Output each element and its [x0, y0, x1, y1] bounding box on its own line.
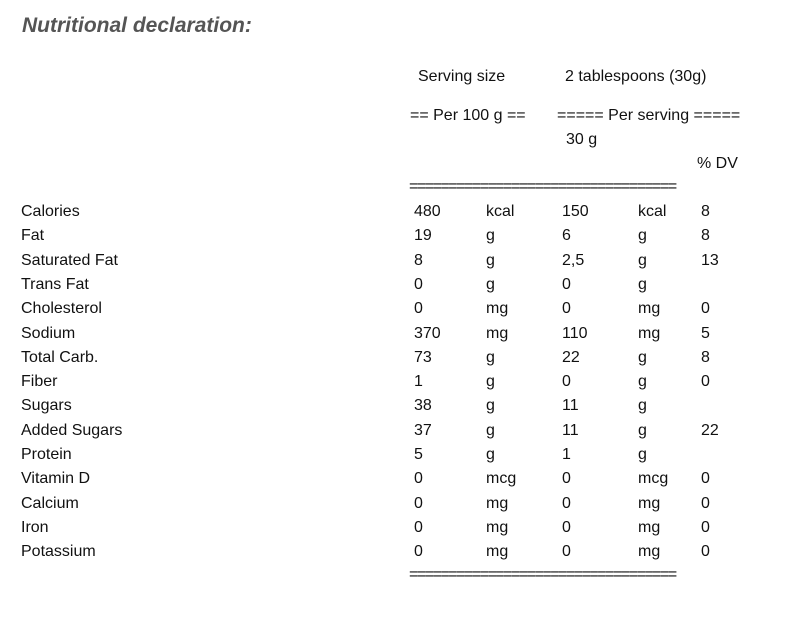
page-title: Nutritional declaration: — [22, 14, 252, 37]
per-serving-value: 0 — [562, 518, 571, 536]
nutrient-name: Cholesterol — [21, 300, 102, 318]
per-100g-value: 1 — [414, 373, 423, 391]
per-100g-unit: g — [486, 397, 495, 415]
per-100g-value: 19 — [414, 227, 432, 245]
per-100g-value: 0 — [414, 300, 423, 318]
per-100g-unit: mg — [486, 494, 509, 512]
percent-dv-value: 22 — [701, 421, 719, 439]
per-serving-value: 11 — [562, 397, 579, 415]
per-100g-value: 370 — [414, 324, 441, 342]
per-100g-value: 37 — [414, 421, 432, 439]
table-row — [0, 446, 794, 470]
per-100g-unit: mg — [486, 300, 509, 318]
per-100g-value: 5 — [414, 446, 423, 463]
per-100g-unit: g — [486, 421, 495, 439]
per-serving-value: 2,5 — [562, 251, 585, 269]
per-serving-unit: mg — [638, 518, 661, 536]
per-serving-value: 0 — [562, 470, 571, 488]
per-serving-unit: g — [638, 397, 647, 415]
per-serving-unit: mg — [638, 324, 661, 342]
per-serving-unit: g — [638, 227, 647, 245]
per-serving-unit: mcg — [638, 470, 669, 488]
serving-size-label: Serving size — [418, 68, 506, 85]
percent-dv-value: 5 — [701, 324, 710, 342]
table-row — [0, 203, 794, 227]
nutrient-name: Iron — [21, 518, 49, 536]
nutrient-name: Sugars — [21, 397, 72, 415]
per-serving-value: 150 — [562, 203, 589, 220]
per-100g-value: 0 — [414, 543, 423, 561]
table-row — [0, 349, 794, 373]
per-serving-unit: kcal — [638, 203, 667, 220]
per-100g-unit: mcg — [486, 470, 517, 488]
per-100g-value: 8 — [414, 251, 423, 269]
table-row — [0, 300, 794, 324]
nutrient-name: Vitamin D — [21, 470, 91, 488]
per-serving-value: 0 — [562, 494, 571, 512]
percent-dv-value: 0 — [701, 494, 710, 512]
nutrient-name: Fiber — [21, 373, 58, 391]
per-serving-unit: g — [638, 251, 647, 269]
per-100g-value: 0 — [414, 494, 423, 512]
per-100g-value: 0 — [414, 470, 423, 488]
nutrient-name: Fat — [21, 227, 45, 245]
per-100g-unit: mg — [486, 324, 509, 342]
nutrient-name: Saturated Fat — [21, 251, 118, 269]
per-serving-unit: mg — [638, 543, 661, 561]
table-row — [0, 397, 794, 421]
per-serving-unit: g — [638, 275, 647, 293]
table-row — [0, 325, 794, 349]
per-serving-value: 6 — [562, 227, 571, 245]
per-serving-value: 110 — [562, 324, 588, 342]
per-serving-unit: g — [638, 348, 647, 366]
per-100g-unit: g — [486, 373, 495, 391]
per-100g-unit: g — [486, 227, 495, 245]
per-100g-header: == Per 100 g == — [410, 107, 526, 124]
top-separator-rule: ================================== — [409, 178, 676, 195]
nutrient-name: Added Sugars — [21, 421, 123, 439]
per-serving-unit: g — [638, 421, 647, 439]
nutrient-name: Potassium — [21, 543, 96, 561]
per-serving-value: 0 — [562, 275, 571, 293]
per-serving-value: 0 — [562, 543, 571, 561]
per-serving-header: ===== Per serving ===== — [557, 107, 741, 124]
table-row — [0, 227, 794, 251]
percent-dv-header: % DV — [697, 155, 738, 172]
percent-dv-value: 0 — [701, 470, 710, 488]
nutrient-name: Calcium — [21, 494, 79, 512]
per-serving-value: 0 — [562, 300, 571, 318]
per-100g-unit: g — [486, 251, 495, 269]
nutrient-name: Trans Fat — [21, 275, 89, 293]
table-row — [0, 252, 794, 276]
bottom-separator-rule: ================================== — [409, 566, 676, 583]
per-100g-value: 480 — [414, 203, 441, 220]
per-serving-value: 22 — [562, 348, 580, 366]
per-100g-value: 73 — [414, 348, 432, 366]
per-serving-unit: mg — [638, 494, 661, 512]
per-100g-unit: kcal — [486, 203, 515, 220]
per-serving-value: 0 — [562, 373, 571, 391]
percent-dv-value: 8 — [701, 348, 710, 366]
serving-size-value: 2 tablespoons (30g) — [565, 68, 707, 85]
per-serving-value: 11 — [562, 421, 579, 439]
per-100g-unit: mg — [486, 518, 509, 536]
per-serving-unit: g — [638, 373, 647, 391]
per-serving-amount: 30 g — [566, 131, 598, 148]
table-row — [0, 495, 794, 519]
nutrient-name: Total Carb. — [21, 348, 99, 366]
percent-dv-value: 0 — [701, 300, 710, 318]
percent-dv-value: 0 — [701, 543, 710, 561]
nutrient-name: Sodium — [21, 324, 76, 342]
per-100g-value: 38 — [414, 397, 432, 415]
per-100g-unit: mg — [486, 543, 509, 561]
percent-dv-value: 0 — [701, 518, 710, 536]
per-serving-unit: mg — [638, 300, 661, 318]
percent-dv-value: 8 — [701, 203, 710, 220]
per-100g-unit: g — [486, 348, 495, 366]
table-row — [0, 276, 794, 300]
per-serving-value: 1 — [562, 446, 571, 463]
per-100g-unit: g — [486, 275, 495, 293]
table-row — [0, 422, 794, 446]
percent-dv-value: 8 — [701, 227, 710, 245]
percent-dv-value: 0 — [701, 373, 710, 391]
per-100g-unit: g — [486, 446, 495, 463]
table-row — [0, 373, 794, 397]
percent-dv-value: 13 — [701, 251, 719, 269]
table-row — [0, 543, 794, 567]
per-serving-unit: g — [638, 446, 647, 463]
per-100g-value: 0 — [414, 518, 423, 536]
per-100g-value: 0 — [414, 275, 423, 293]
nutrient-name: Calories — [21, 203, 80, 220]
nutrient-name: Protein — [21, 446, 72, 463]
table-row — [0, 519, 794, 543]
table-row — [0, 470, 794, 494]
